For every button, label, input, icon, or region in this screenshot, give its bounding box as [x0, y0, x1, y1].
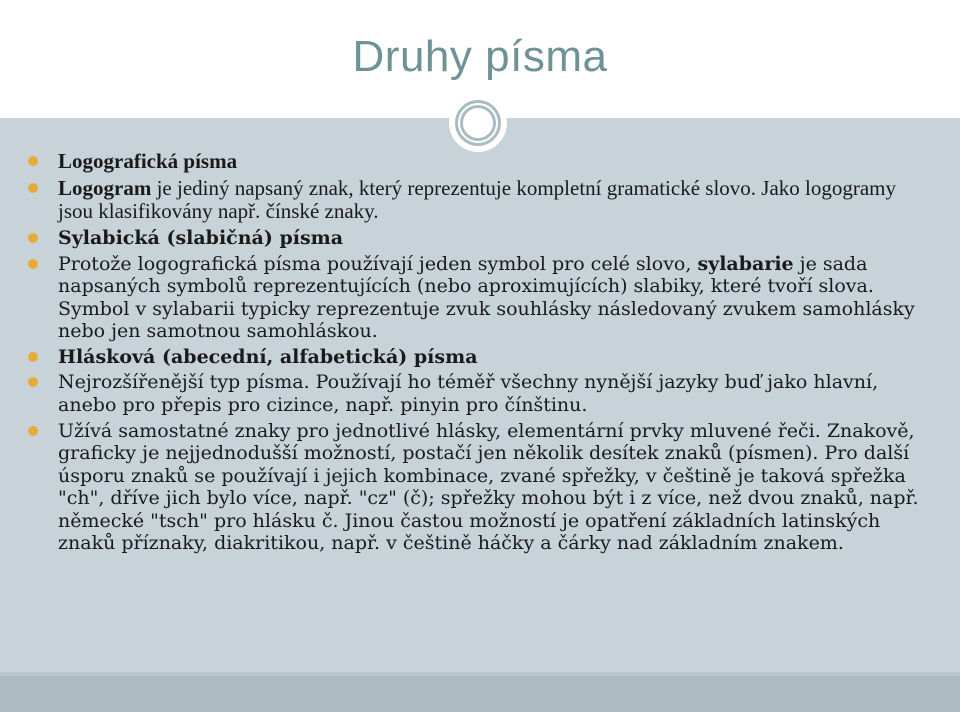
bullet-icon — [28, 233, 38, 243]
circle-ornament-icon — [449, 94, 507, 152]
ornament-inner-ring — [460, 105, 496, 141]
list-item — [26, 420, 930, 555]
bullet-icon — [28, 259, 38, 269]
item-text-pre: Protože logografická písma používají jeden symbol pro celé slovo, — [58, 252, 698, 275]
list-item — [26, 227, 930, 250]
list-item — [26, 177, 930, 224]
bullet-icon — [28, 377, 38, 387]
item-text: Nejrozšířenější typ písma. Používají ho téměř všechny nynější jazyky buď jako hlavní, anebo pro přepis pro cizince, např. pinyin pro čínštinu. — [58, 371, 879, 416]
item-text: je jediný napsaný znak, který reprezentuje kompletní gramatické slovo. Jako logogramy jsou klasifikovány např. čínské znaky. — [58, 175, 897, 224]
bullet-icon — [28, 156, 38, 166]
bullet-icon — [28, 352, 38, 362]
bottom-bar — [0, 676, 960, 712]
list-item — [26, 346, 930, 369]
list-item — [26, 253, 930, 343]
item-heading: Logografická písma — [58, 149, 238, 173]
bullet-icon — [28, 183, 38, 193]
item-heading: Sylabická (slabičná) písma — [58, 226, 344, 249]
item-text: je sada napsaných symbolů reprezentujících (nebo aproximujících) slabiky, které tvoří slova. Symbol v sylabarii typicky reprezentuje zvuk souhlásky následovaný zvukem samohlásky nebo jen samotnou samohláskou. — [58, 252, 915, 343]
item-term: Logogram — [58, 175, 152, 200]
list-item — [26, 371, 930, 416]
bullet-icon — [28, 426, 38, 436]
list-item — [26, 150, 930, 174]
slide-title: Druhy písma — [352, 32, 608, 81]
bullet-list — [26, 150, 930, 558]
item-heading: Hlásková (abecední, alfabetická) písma — [58, 345, 478, 368]
item-term: sylabarie — [697, 252, 794, 275]
item-text: Užívá samostatné znaky pro jednotlivé hlásky, elementární prvky mluvené řeči. Znakově, graficky je nejjednodušší možností, postačí jen několik desítek znaků (písmen). Pro další úsporu znaků se používají i jejich kombinace, zvané spřežky, v češtině je taková spřežka "ch", dříve jich bylo více, např. "cz" (č); spřežky mohou být i z více, než dvou znaků, např. německé "tsch" pro hlásku č. Jinou častou možností je opatření základních latinských znaků příznaky, diakritikou, např. v češtině háčky a čárky nad základním znakem. — [58, 419, 919, 555]
